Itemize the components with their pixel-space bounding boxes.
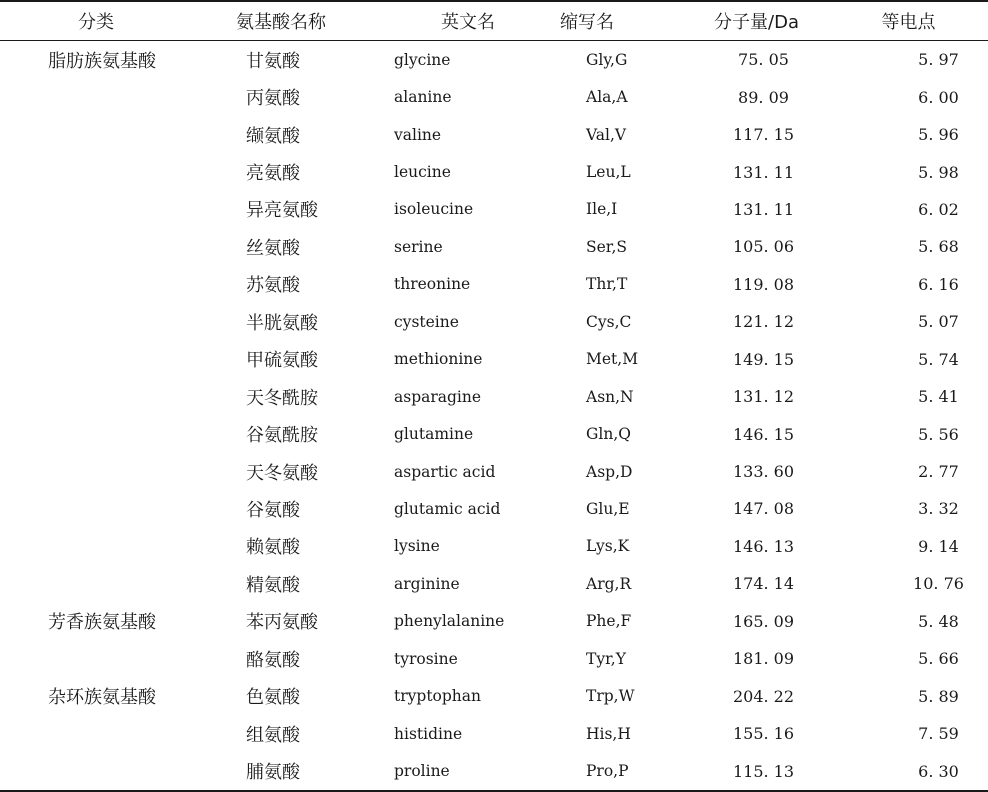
cell-english-name: proline: [382, 752, 554, 790]
cell-english-name: threonine: [394, 275, 471, 294]
cell-isoelectric-point: 7. 59: [918, 724, 959, 744]
cell-english-name: alanine: [394, 88, 452, 107]
cell-category: [0, 528, 222, 565]
cell-abbreviation: Gly,G: [586, 50, 628, 69]
cell-category: [0, 303, 222, 340]
cell-chinese-name: 丝氨酸: [246, 237, 300, 259]
cell-category: [0, 490, 222, 527]
cell-chinese-name: 酪氨酸: [246, 649, 300, 671]
table-row: [0, 228, 988, 265]
cell-category: [0, 341, 222, 378]
cell-abbreviation: Trp,W: [586, 687, 635, 706]
cell-molecular-weight: 146. 15: [732, 424, 795, 444]
cell-abbreviation: Asp,D: [586, 462, 633, 481]
cell-molecular-weight: 121. 12: [732, 312, 795, 332]
cell-isoelectric-point: 6. 00: [918, 87, 959, 107]
cell-molecular-weight: 89. 09: [738, 87, 789, 107]
cell-abbreviation: Pro,P: [554, 752, 684, 790]
cell-isoelectric-point: 5. 07: [918, 312, 959, 332]
cell-molecular-weight: 146. 13: [732, 536, 795, 556]
cell-category: [0, 116, 222, 153]
cell-molecular-weight: 181. 09: [732, 649, 795, 669]
cell-molecular-weight: 133. 60: [732, 462, 795, 482]
table-row: [0, 266, 988, 303]
header-row: [0, 1, 988, 41]
table-row: [0, 41, 988, 79]
cell-chinese-name: 组氨酸: [246, 724, 300, 746]
cell-isoelectric-point: 6. 30: [829, 752, 988, 790]
header-chinese-name: 氨基酸名称: [222, 1, 382, 41]
cell-category: [0, 565, 222, 602]
cell-category: [0, 153, 222, 190]
cell-english-name: glutamine: [394, 425, 474, 444]
cell-category: 芳香族氨基酸: [48, 612, 156, 634]
cell-molecular-weight: 149. 15: [732, 349, 795, 369]
header-abbreviation: 缩写名: [554, 1, 684, 41]
cell-isoelectric-point: 5. 96: [918, 125, 959, 145]
cell-chinese-name: 谷氨酰胺: [246, 425, 318, 447]
cell-abbreviation: Met,M: [586, 350, 639, 369]
table-row: [0, 490, 988, 527]
table-row: [0, 677, 988, 714]
cell-english-name: serine: [394, 237, 443, 256]
table-row: [0, 341, 988, 378]
header-english-name: 英文名: [382, 1, 554, 41]
cell-category: [0, 715, 222, 752]
table-row: [0, 453, 988, 490]
cell-isoelectric-point: 5. 68: [918, 237, 959, 257]
cell-isoelectric-point: 9. 14: [918, 536, 959, 556]
cell-abbreviation: Phe,F: [586, 612, 632, 631]
table-row: [0, 78, 988, 115]
cell-isoelectric-point: 6. 02: [918, 199, 959, 219]
cell-english-name: leucine: [394, 163, 451, 182]
cell-abbreviation: Val,V: [586, 125, 627, 144]
cell-molecular-weight: 105. 06: [732, 237, 795, 257]
cell-isoelectric-point: 5. 74: [918, 349, 959, 369]
cell-chinese-name: 苯丙氨酸: [246, 612, 318, 634]
cell-english-name: asparagine: [394, 387, 482, 406]
cell-abbreviation: Thr,T: [586, 275, 628, 294]
cell-category: 杂环族氨基酸: [48, 687, 156, 709]
cell-molecular-weight: 204. 22: [732, 686, 795, 706]
cell-chinese-name: 半胱氨酸: [246, 312, 318, 334]
cell-isoelectric-point: 3. 32: [918, 499, 959, 519]
cell-chinese-name: 甘氨酸: [246, 50, 300, 72]
cell-molecular-weight: 165. 09: [732, 611, 795, 631]
cell-isoelectric-point: 6. 16: [918, 274, 959, 294]
table-row: [0, 153, 988, 190]
cell-english-name: cysteine: [394, 312, 459, 331]
cell-isoelectric-point: 5. 98: [918, 162, 959, 182]
cell-molecular-weight: 75. 05: [738, 50, 789, 70]
cell-english-name: lysine: [394, 537, 440, 556]
table-row: [0, 640, 988, 677]
cell-abbreviation: Glu,E: [586, 499, 630, 518]
cell-isoelectric-point: 10. 76: [913, 574, 964, 594]
cell-chinese-name: 天冬氨酸: [246, 462, 318, 484]
cell-chinese-name: 甲硫氨酸: [246, 350, 318, 372]
cell-isoelectric-point: 5. 97: [918, 50, 959, 70]
cell-category: [0, 78, 222, 115]
table-row: [0, 715, 988, 752]
cell-abbreviation: Ile,I: [586, 200, 618, 219]
table-row: [0, 378, 988, 415]
cell-english-name: aspartic acid: [394, 462, 496, 481]
cell-english-name: glycine: [394, 50, 451, 69]
cell-chinese-name: 亮氨酸: [246, 163, 300, 185]
cell-english-name: isoleucine: [394, 200, 474, 219]
cell-category: [0, 191, 222, 228]
cell-abbreviation: Tyr,Y: [586, 649, 626, 668]
cell-isoelectric-point: 5. 41: [918, 387, 959, 407]
cell-english-name: phenylalanine: [394, 612, 505, 631]
cell-chinese-name: 天冬酰胺: [246, 387, 318, 409]
cell-isoelectric-point: 5. 48: [918, 611, 959, 631]
cell-molecular-weight: 155. 16: [732, 724, 795, 744]
cell-category: [0, 640, 222, 677]
cell-category: [0, 228, 222, 265]
cell-abbreviation: Lys,K: [586, 537, 630, 556]
cell-abbreviation: Leu,L: [586, 163, 631, 182]
table-row: [0, 191, 988, 228]
cell-english-name: glutamic acid: [394, 499, 501, 518]
cell-chinese-name: 异亮氨酸: [246, 200, 318, 222]
cell-isoelectric-point: 5. 56: [918, 424, 959, 444]
cell-category: [0, 266, 222, 303]
cell-chinese-name: 脯氨酸: [222, 752, 382, 790]
cell-chinese-name: 谷氨酸: [246, 499, 300, 521]
cell-abbreviation: Arg,R: [586, 574, 632, 593]
cell-abbreviation: Gln,Q: [586, 425, 631, 444]
cell-molecular-weight: 119. 08: [732, 274, 795, 294]
header-molecular-weight: 分子量/Da: [684, 1, 829, 41]
cell-chinese-name: 色氨酸: [246, 687, 300, 709]
cell-english-name: tyrosine: [394, 649, 458, 668]
cell-chinese-name: 赖氨酸: [246, 537, 300, 559]
cell-abbreviation: His,H: [586, 724, 631, 743]
cell-isoelectric-point: 2. 77: [918, 462, 959, 482]
cell-chinese-name: 苏氨酸: [246, 275, 300, 297]
table-header: [0, 1, 988, 41]
table-row: [0, 303, 988, 340]
cell-english-name: histidine: [394, 724, 463, 743]
table-row: [0, 752, 988, 790]
cell-category: [0, 752, 222, 790]
cell-english-name: methionine: [394, 350, 483, 369]
table-row: [0, 116, 988, 153]
cell-chinese-name: 丙氨酸: [246, 88, 300, 110]
cell-molecular-weight: 115. 13: [684, 752, 829, 790]
cell-abbreviation: Ala,A: [586, 88, 628, 107]
cell-english-name: arginine: [394, 574, 460, 593]
cell-category: [0, 415, 222, 452]
cell-abbreviation: Cys,C: [586, 312, 632, 331]
cell-category: [0, 453, 222, 490]
cell-abbreviation: Ser,S: [586, 237, 628, 256]
cell-chinese-name: 精氨酸: [246, 574, 300, 596]
header-isoelectric-point: 等电点: [829, 1, 988, 41]
header-category: 分类: [0, 1, 222, 41]
cell-category: [0, 378, 222, 415]
cell-molecular-weight: 131. 11: [732, 199, 795, 219]
table-row: [0, 565, 988, 602]
cell-abbreviation: Asn,N: [586, 387, 634, 406]
table-row: [0, 603, 988, 640]
cell-molecular-weight: 117. 15: [732, 125, 795, 145]
cell-category: 脂肪族氨基酸: [48, 50, 156, 72]
cell-isoelectric-point: 5. 89: [918, 686, 959, 706]
table-body: [0, 41, 988, 791]
cell-english-name: valine: [394, 125, 442, 144]
cell-molecular-weight: 131. 12: [732, 387, 795, 407]
cell-chinese-name: 缬氨酸: [246, 125, 300, 147]
cell-english-name: tryptophan: [394, 687, 482, 706]
table-row: [0, 528, 988, 565]
table-row: [0, 415, 988, 452]
cell-isoelectric-point: 5. 66: [918, 649, 959, 669]
cell-molecular-weight: 174. 14: [732, 574, 795, 594]
cell-molecular-weight: 131. 11: [732, 162, 795, 182]
cell-molecular-weight: 147. 08: [732, 499, 795, 519]
